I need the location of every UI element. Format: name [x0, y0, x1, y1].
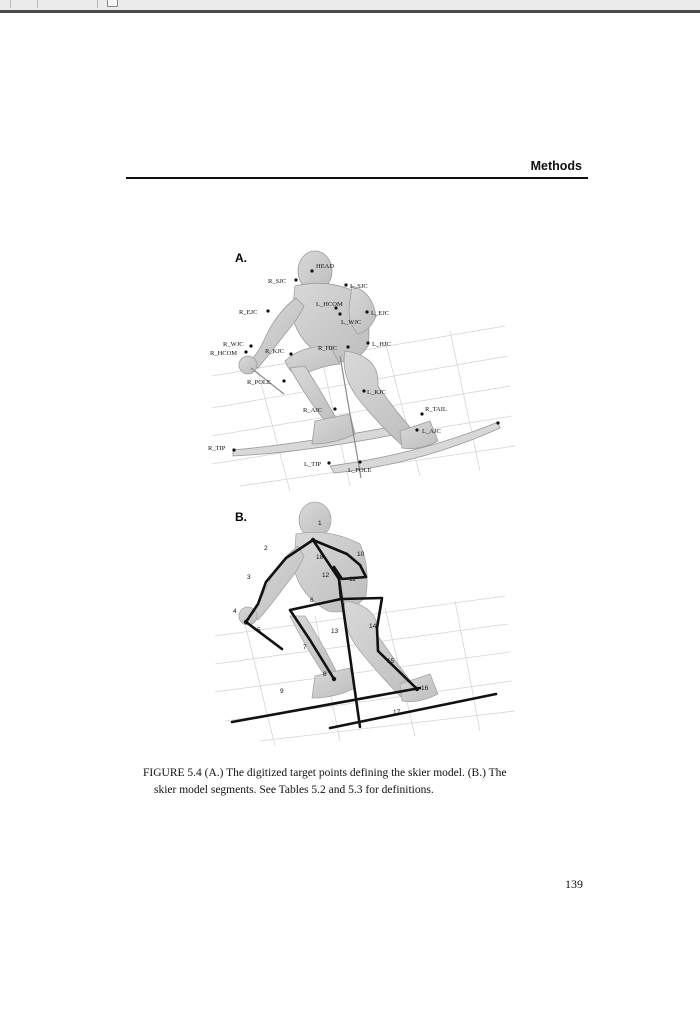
panel-a-letter: A.	[235, 251, 247, 265]
label-r-kjc: R_KJC	[265, 348, 285, 355]
viewer-toolbar	[0, 0, 700, 13]
label-r-tail: R_TAIL	[425, 406, 447, 413]
label-l-sjc: L_SJC	[350, 283, 368, 290]
panel-a-skis	[233, 422, 500, 473]
panel-b	[215, 502, 515, 746]
label-l-ejc: L_EJC	[371, 310, 390, 317]
segment-16: 16	[421, 685, 429, 692]
segment-11: 11	[349, 576, 356, 583]
label-r-tip: R_TIP	[208, 445, 226, 452]
label-l-hcom: L_HCOM	[316, 301, 343, 308]
label-r-wjc: R_WJC	[223, 341, 244, 348]
label-l-ajc: L_AJC	[422, 428, 441, 435]
page-number: 139	[565, 877, 583, 891]
label-r-pole: R_POLE	[247, 379, 271, 386]
segment-5: 5	[257, 627, 261, 634]
label-l-hjc: L_HJC	[372, 341, 391, 348]
panel-b-letter: B.	[235, 510, 247, 524]
toolbar-button-forward[interactable]	[10, 0, 38, 8]
figure-caption	[143, 765, 568, 799]
segment-3: 3	[247, 574, 251, 581]
label-r-ejc: R_EJC	[239, 309, 258, 316]
label-r-sjc: R_SJC	[268, 278, 287, 285]
panel-b-skier-body	[239, 502, 438, 702]
segment-1: 1	[318, 520, 322, 527]
label-r-hjc: R_HJC	[318, 345, 338, 352]
label-r-hcom: R_HCOM	[210, 350, 238, 357]
label-l-pole: L_POLE	[348, 467, 372, 474]
caption-line-1: FIGURE 5.4 (A.) The digitized target points defining the skier model. (B.) The	[143, 767, 507, 779]
segment-4: 4	[233, 608, 237, 615]
segment-15: 15	[387, 658, 395, 665]
label-l-kjc: L_KJC	[367, 389, 386, 396]
label-l-tip: L_TIP	[304, 461, 321, 468]
segment-12: 12	[322, 572, 330, 579]
segment-8: 8	[323, 671, 327, 678]
caption-line-2: skier model segments. See Tables 5.2 and 5.3 for definitions.	[154, 784, 434, 796]
segment-9: 9	[280, 688, 284, 695]
segment-14: 14	[369, 623, 377, 630]
panel-a	[208, 251, 515, 491]
label-head: HEAD	[316, 263, 335, 270]
segment-13: 13	[331, 628, 339, 635]
running-head: Methods	[530, 159, 582, 173]
page-view-icon[interactable]	[107, 0, 118, 7]
figure-5-4	[0, 16, 700, 1021]
label-r-ajc: R_AJC	[303, 407, 323, 414]
segment-6: 6	[310, 597, 314, 604]
label-l-wjc: L_WJC	[341, 319, 362, 326]
segment-18: 18	[316, 554, 324, 561]
segment-7: 7	[303, 644, 307, 651]
segment-2: 2	[264, 545, 268, 552]
document-page	[0, 16, 700, 1021]
toolbar-button-nav[interactable]	[37, 0, 98, 8]
segment-10: 10	[357, 551, 365, 558]
segment-17: 17	[393, 709, 401, 716]
